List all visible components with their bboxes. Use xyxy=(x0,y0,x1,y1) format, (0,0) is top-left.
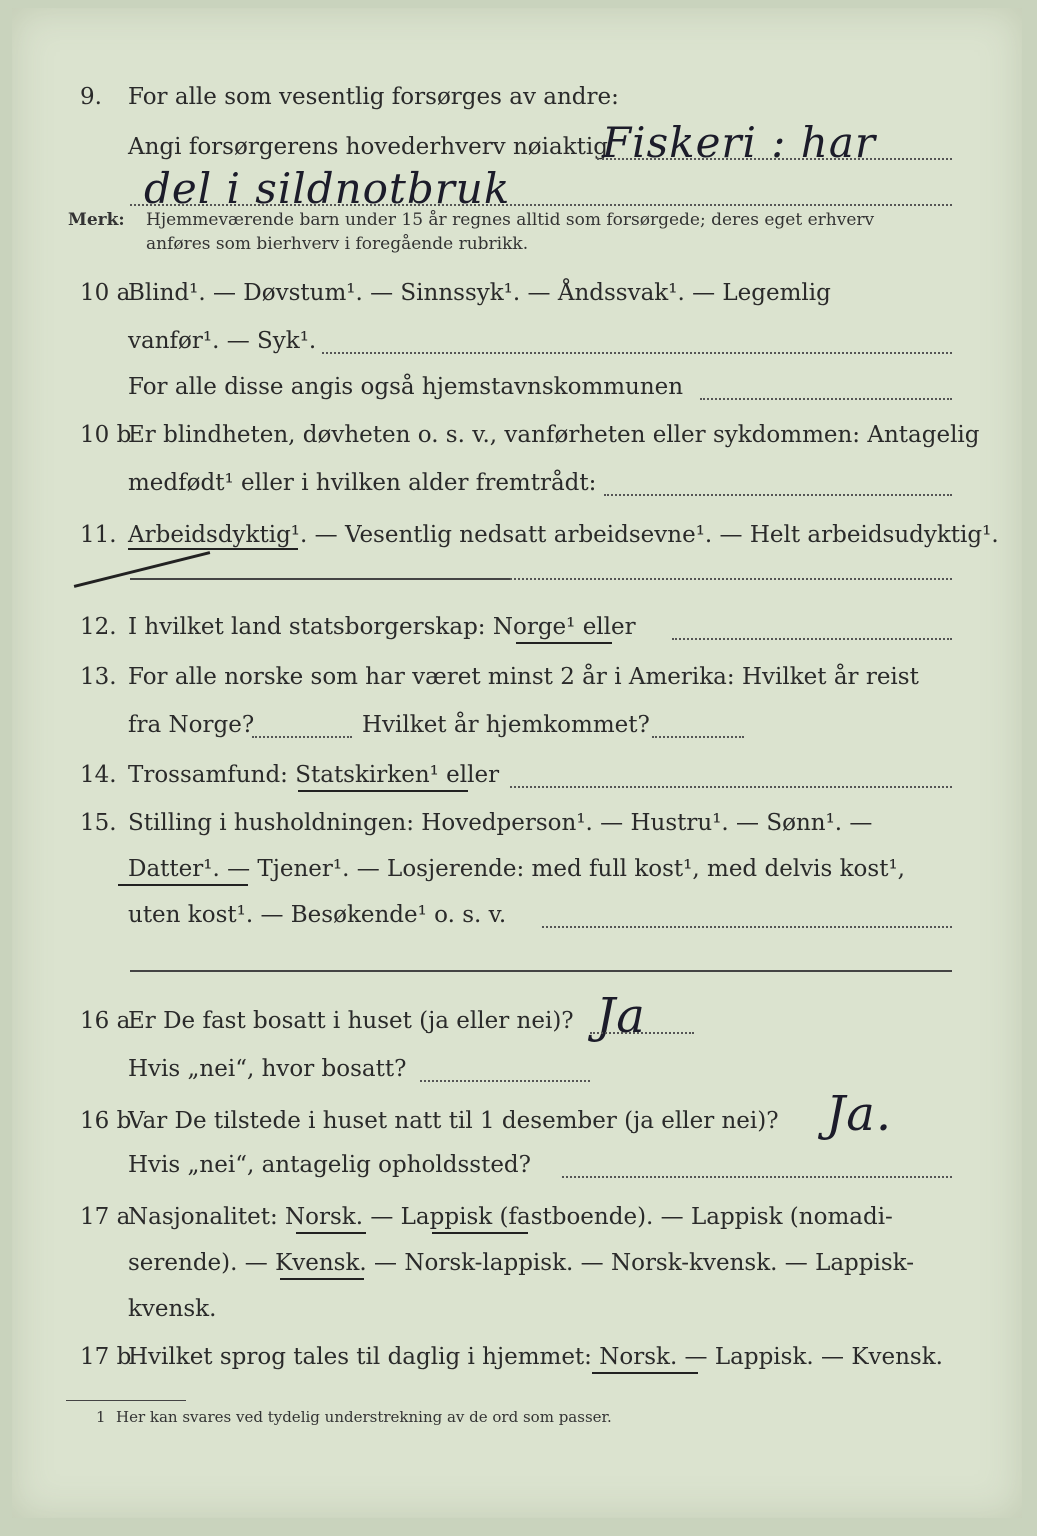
q12-number: 12. xyxy=(80,614,117,640)
q15-number: 15. xyxy=(80,810,117,836)
q16a-answer-line xyxy=(590,1032,694,1034)
q15-underline-datter xyxy=(118,884,248,886)
q10a-number: 10 a xyxy=(80,280,131,306)
q17a-underline-kvensk xyxy=(280,1278,364,1280)
q15-divider xyxy=(130,970,952,972)
q9-question-line2: Angi forsørgerens hovederhverv nøiaktig xyxy=(128,134,608,160)
q15-question-line2: Datter¹. — Tjener¹. — Losjerende: med full kost¹, med delvis kost¹, xyxy=(128,856,905,882)
q11-divider-left xyxy=(130,578,510,580)
merk-label: Merk: xyxy=(68,210,125,230)
q10a-question-line1: Blind¹. — Døvstum¹. — Sinnssyk¹. — Åndssvak¹. — Legemlig xyxy=(128,280,831,306)
q17a-question-line2: serende). — Kvensk. — Norsk-lappisk. — Norsk-kvensk. — Lappisk- xyxy=(128,1250,914,1276)
q17a-number: 17 a xyxy=(80,1204,131,1230)
q15-question-line3: uten kost¹. — Besøkende¹ o. s. v. xyxy=(128,902,507,928)
census-form-page xyxy=(12,8,1022,1518)
q12-underline-norge xyxy=(516,642,612,644)
q10b-answer-line xyxy=(604,494,952,496)
q14-underline-statskirken xyxy=(298,790,468,792)
q13-question-line2b: Hvilket år hjemkommet? xyxy=(362,712,650,738)
q11-number: 11. xyxy=(80,522,117,548)
q13-question-line1: For alle norske som har været minst 2 år i Amerika: Hvilket år reist xyxy=(128,664,919,690)
q16a-question-line2: Hvis „nei“, hvor bosatt? xyxy=(128,1056,407,1082)
footnote-rule xyxy=(66,1400,186,1401)
q13-number: 13. xyxy=(80,664,117,690)
q9-question-line1: For alle som vesentlig forsørges av andre: xyxy=(128,84,619,110)
q17a-underline-norsk xyxy=(296,1232,366,1234)
q15-answer-line xyxy=(542,926,952,928)
merk-text-line1: Hjemmeværende barn under 15 år regnes alltid som forsørgede; deres eget erhverv xyxy=(146,210,875,230)
q16a-handwritten-answer: Ja xyxy=(596,988,646,1044)
q10a-question-line2: vanfør¹. — Syk¹. xyxy=(128,328,317,354)
q17b-underline-norsk xyxy=(592,1372,698,1374)
q16b-handwritten-answer: Ja. xyxy=(826,1086,893,1142)
q17a-underline-lappisk xyxy=(432,1232,528,1234)
q9-handwritten-answer-2: del i sildnotbruk xyxy=(144,164,511,213)
footnote-text: Her kan svares ved tydelig understrekning av de ord som passer. xyxy=(116,1408,612,1426)
q10a-answer-line xyxy=(322,352,952,354)
q11-underline-arbeidsdyktig xyxy=(128,548,298,550)
q14-question-line1: Trossamfund: Statskirken¹ eller xyxy=(128,762,500,788)
q11-divider-right xyxy=(510,578,952,580)
q17b-number: 17 b xyxy=(80,1344,132,1370)
q14-answer-line xyxy=(510,786,952,788)
q11-question-line1: Arbeidsdyktig¹. — Vesentlig nedsatt arbeidsevne¹. — Helt arbeidsudyktig¹. xyxy=(128,522,999,548)
q16b-number: 16 b xyxy=(80,1108,132,1134)
q9-answer-line-1 xyxy=(597,158,952,160)
q13-year-left-line xyxy=(252,736,352,738)
q10b-question-line1: Er blindheten, døvheten o. s. v., vanførheten eller sykdommen: Antagelig xyxy=(128,422,980,448)
q11-pen-stroke xyxy=(74,551,211,588)
q9-answer-line-2 xyxy=(130,204,952,206)
q16b-question-line1: Var De tilstede i huset natt til 1 desember (ja eller nei)? xyxy=(128,1108,779,1134)
q12-question-line1: I hvilket land statsborgerskap: Norge¹ eller xyxy=(128,614,636,640)
q10a-question-line3: For alle disse angis også hjemstavnskommunen xyxy=(128,374,684,400)
q13-question-line2a: fra Norge? xyxy=(128,712,255,738)
merk-text-line2: anføres som bierhverv i foregående rubrikk. xyxy=(146,234,529,254)
q17a-question-line1: Nasjonalitet: Norsk. — Lappisk (fastboende). — Lappisk (nomadi- xyxy=(128,1204,893,1230)
q16a-question-line1: Er De fast bosatt i huset (ja eller nei)? xyxy=(128,1008,574,1034)
q16b-whereabouts-line xyxy=(562,1176,952,1178)
q17a-question-line3: kvensk. xyxy=(128,1296,217,1322)
q10b-number: 10 b xyxy=(80,422,132,448)
q14-number: 14. xyxy=(80,762,117,788)
q10a-home-municipality-line xyxy=(700,398,952,400)
q17b-question-line1: Hvilket sprog tales til daglig i hjemmet: Norsk. — Lappisk. — Kvensk. xyxy=(128,1344,943,1370)
q15-question-line1: Stilling i husholdningen: Hovedperson¹. — Hustru¹. — Sønn¹. — xyxy=(128,810,873,836)
q9-number: 9. xyxy=(80,84,102,110)
q16a-residence-line xyxy=(420,1080,590,1082)
q10b-question-line2: medfødt¹ eller i hvilken alder fremtrådt: xyxy=(128,470,597,496)
q12-answer-line xyxy=(672,638,952,640)
q16a-number: 16 a xyxy=(80,1008,131,1034)
footnote-mark: 1 xyxy=(96,1408,106,1426)
q13-year-return-line xyxy=(652,736,744,738)
q16b-question-line2: Hvis „nei“, antagelig opholdssted? xyxy=(128,1152,531,1178)
q9-handwritten-answer-1: Fiskeri : har xyxy=(602,118,876,167)
